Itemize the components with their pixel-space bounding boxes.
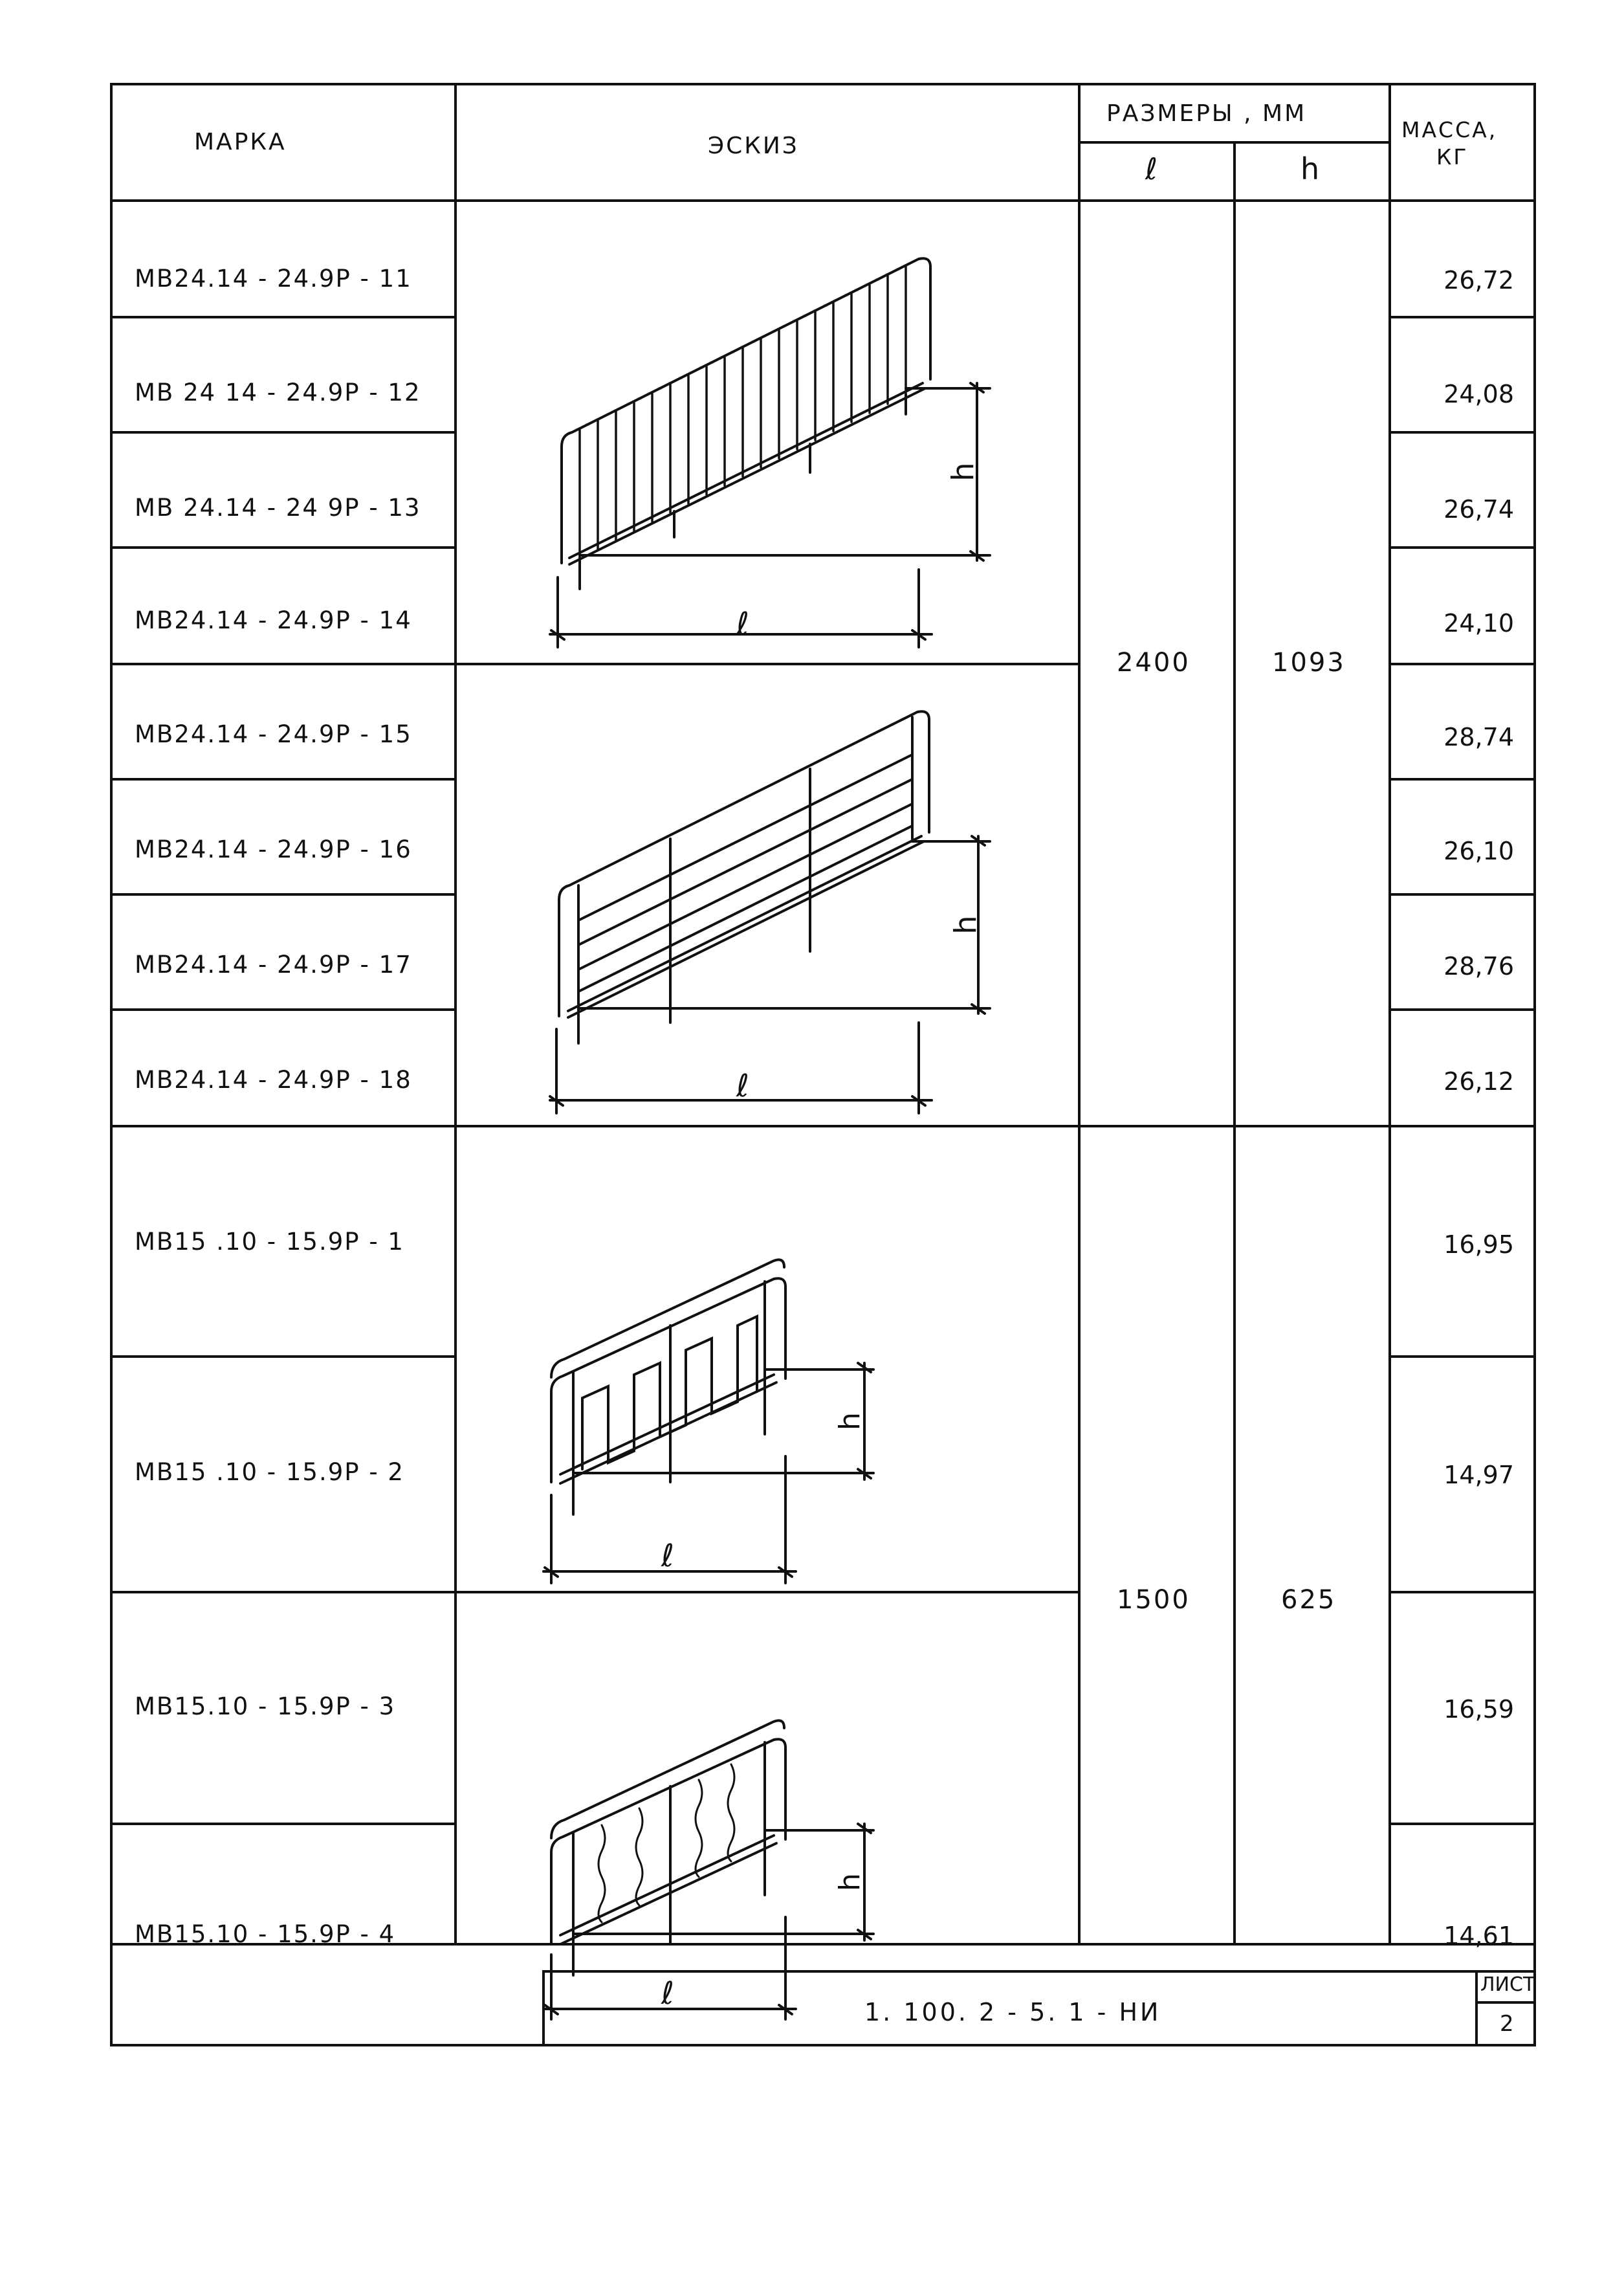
row-mass-11: 16,59	[1443, 1695, 1514, 1724]
row-mark-11: МВ15.10 - 15.9Р - 3	[135, 1692, 396, 1720]
row-mass-5: 28,74	[1443, 723, 1514, 751]
row-mark-12: МВ15.10 - 15.9Р - 4	[135, 1920, 396, 1948]
row-mass-2: 24,08	[1443, 380, 1514, 408]
group-1-height: 1093	[1272, 648, 1346, 678]
sketch-3-height-label: h	[833, 1412, 866, 1430]
sketch-1-length-label: ℓ	[736, 606, 749, 642]
sketch-2-height-label: h	[948, 915, 983, 935]
group-2-length: 1500	[1117, 1585, 1191, 1615]
sketch-3-length-label: ℓ	[661, 1538, 674, 1574]
row-mark-8: МВ24.14 - 24.9Р - 18	[135, 1066, 412, 1094]
header-mark: МАРКА	[194, 129, 287, 155]
row-mark-2: МВ 24 14 - 24.9Р - 12	[135, 379, 421, 406]
sketch-4-height-label: h	[833, 1873, 866, 1891]
row-mark-3: МВ 24.14 - 24 9Р - 13	[135, 494, 421, 522]
sketch-4-length-label: ℓ	[661, 1975, 674, 2012]
header-height-symbol: h	[1300, 151, 1322, 186]
row-mass-7: 28,76	[1443, 952, 1514, 981]
group-2-height: 625	[1281, 1585, 1337, 1615]
header-length-symbol: ℓ	[1145, 151, 1160, 186]
row-mass-1: 26,72	[1443, 266, 1514, 294]
row-mass-12: 14,61	[1443, 1922, 1514, 1950]
row-mass-4: 24,10	[1443, 609, 1514, 638]
row-mark-4: МВ24.14 - 24.9Р - 14	[135, 606, 412, 634]
sheet-label: ЛИСТ	[1480, 1973, 1535, 1996]
row-mass-8: 26,12	[1443, 1067, 1514, 1096]
sketch-horizontal-bars	[550, 711, 990, 1113]
row-mass-6: 26,10	[1443, 837, 1514, 865]
row-mark-5: МВ24.14 - 24.9Р - 15	[135, 720, 412, 748]
group-1-length: 2400	[1117, 648, 1191, 678]
row-mass-3: 26,74	[1443, 495, 1514, 524]
row-mark-10: МВ15 .10 - 15.9Р - 2	[135, 1458, 404, 1486]
document-code: 1. 100. 2 - 5. 1 - НИ	[864, 1998, 1161, 2026]
row-mark-1: МВ24.14 - 24.9Р - 11	[135, 265, 412, 293]
sketch-meander-infill	[543, 1259, 873, 1583]
sketch-vertical-balusters	[550, 258, 990, 647]
header-sketch: ЭСКИЗ	[708, 133, 799, 159]
header-mass-unit: КГ	[1436, 144, 1469, 170]
sheet-number: 2	[1500, 2011, 1514, 2037]
row-mass-10: 14,97	[1443, 1461, 1514, 1489]
sketch-1-height-label: h	[945, 462, 981, 482]
row-mark-9: МВ15 .10 - 15.9Р - 1	[135, 1228, 404, 1256]
row-mass-9: 16,95	[1443, 1230, 1514, 1259]
row-mark-6: МВ24.14 - 24.9Р - 16	[135, 836, 412, 863]
sketch-2-length-label: ℓ	[736, 1068, 749, 1104]
sketch-wave-infill	[543, 1720, 873, 2019]
header-dimensions: РАЗМЕРЫ , ММ	[1106, 100, 1307, 127]
row-mark-7: МВ24.14 - 24.9Р - 17	[135, 951, 412, 979]
header-mass: МАССА,	[1401, 117, 1498, 142]
